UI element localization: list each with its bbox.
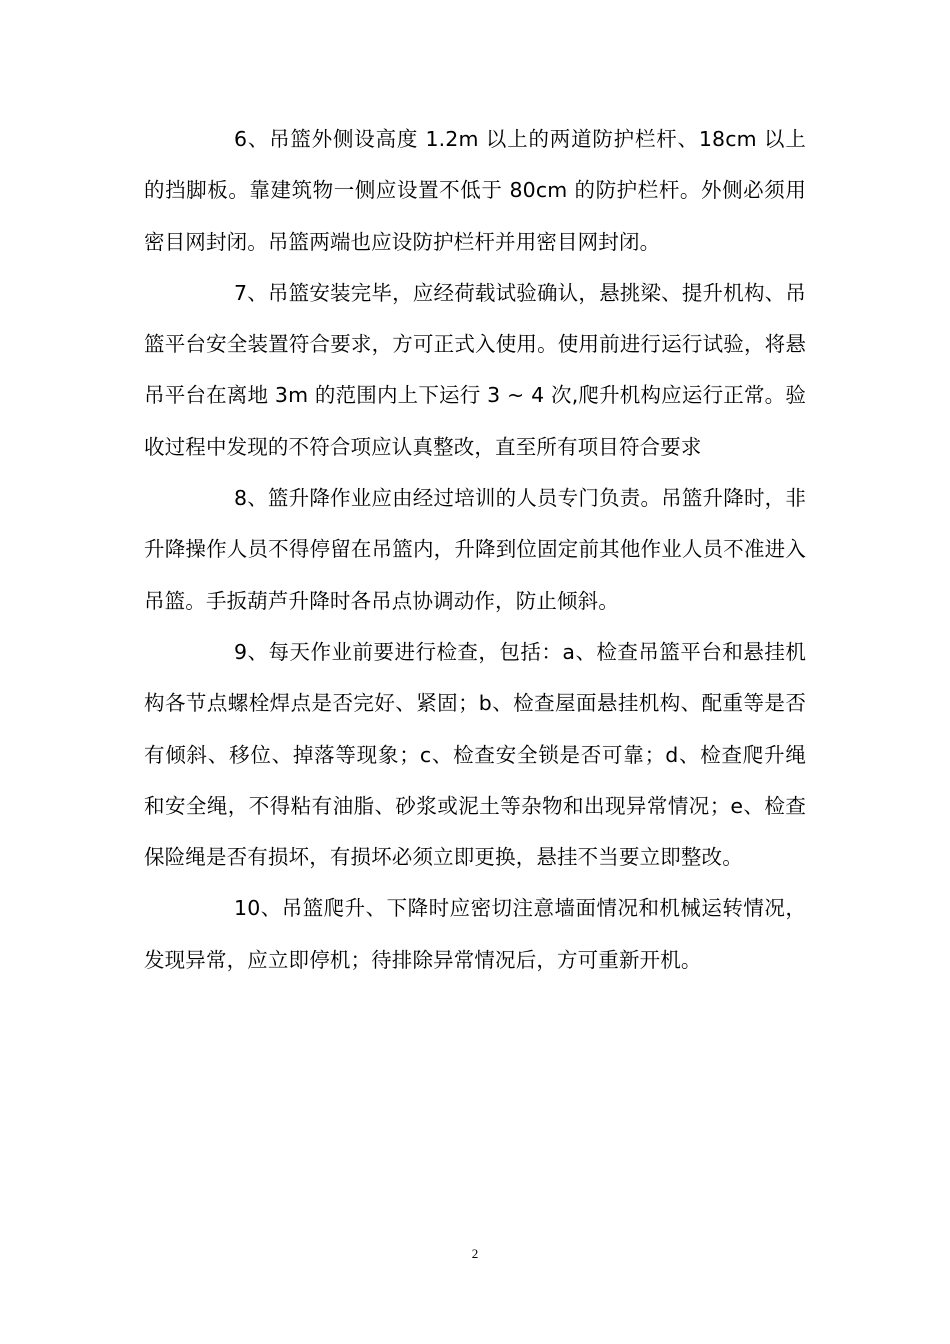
paragraph-item-8: 8、篮升降作业应由经过培训的人员专门负责。吊篮升降时，非升降操作人员不得停留在吊篮内，升降到位固定前其他作业人员不准进入吊篮。手扳葫芦升降时各吊点协调动作，防止倾斜。 [144, 486, 806, 613]
paragraph-item-9: 9、每天作业前要进行检查，包括：a、检查吊篮平台和悬挂机构各节点螺栓焊点是否完好、紧固；b、检查屋面悬挂机构、配重等是否有倾斜、移位、掉落等现象；c、检查安全锁是否可靠；d、检查爬升绳和安全绳，不得粘有油脂、砂浆或泥土等杂物和出现异常情况；e、检查保险绳是否有损坏，有损坏必须立即更换，悬挂不当要立即整改。 [144, 639, 806, 870]
document-body [144, 114, 806, 986]
paragraph-item-10: 10、吊篮爬升、下降时应密切注意墙面情况和机械运转情况，发现异常，应立即停机；待排除异常情况后，方可重新开机。 [144, 896, 806, 972]
paragraph-item-6: 6、吊篮外侧设高度 1.2m 以上的两道防护栏杆、18cm 以上的挡脚板。靠建筑物一侧应设置不低于 80cm 的防护栏杆。外侧必须用密目网封闭。吊篮两端也应设防护栏杆并用密目网封闭。 [144, 127, 806, 254]
paragraph-item-7: 7、吊篮安装完毕，应经荷载试验确认，悬挑梁、提升机构、吊篮平台安全装置符合要求，方可正式入使用。使用前进行运行试验，将悬吊平台在离地 3m 的范围内上下运行 3 ~ 4 次,爬升机构应运行正常。验收过程中发现的不符合项应认真整改，直至所有项目符合要求 [144, 280, 806, 459]
page-number: 2 [471, 1246, 479, 1261]
